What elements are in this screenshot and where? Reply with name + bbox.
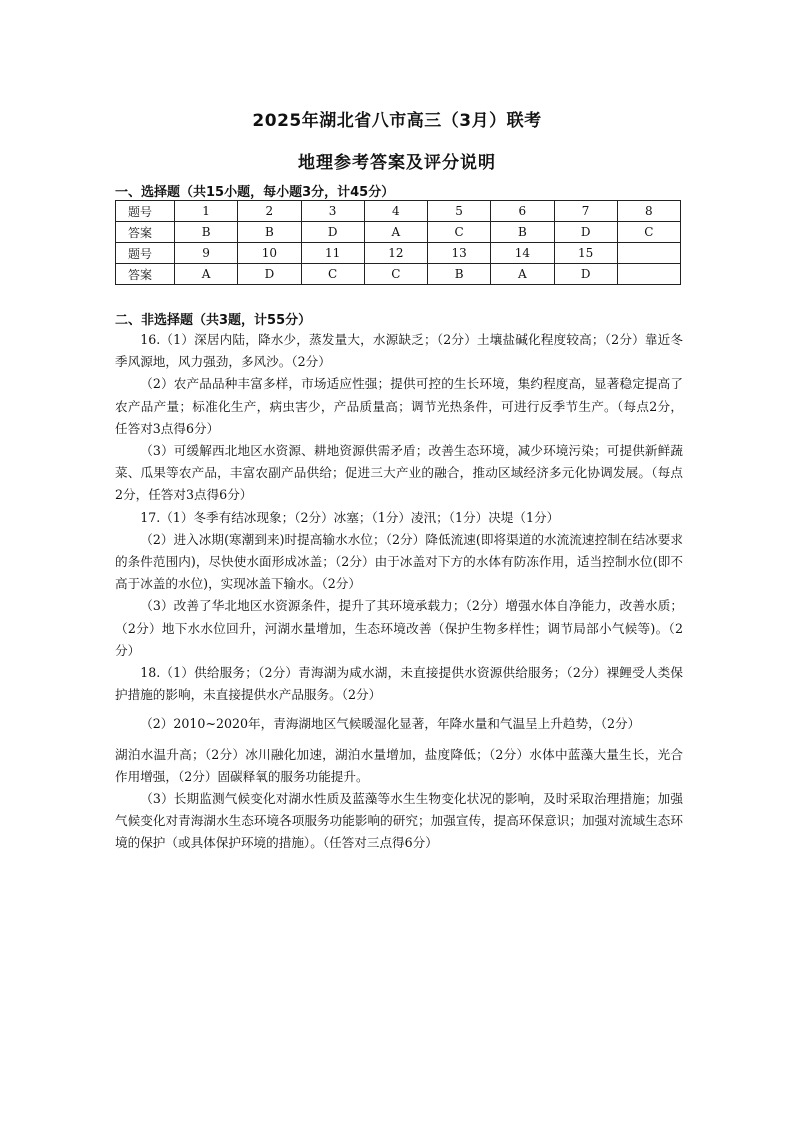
row-label: 答案 [116, 264, 175, 285]
answer-paragraph: 湖泊水温升高；（2分）冰川融化加速，湖泊水量增加，盐度降低；（2分）水体中蓝藻大量生长，光合作用增强，（2分）固碳释氧的服务功能提升。 [115, 746, 683, 784]
row-label: 题号 [116, 243, 175, 264]
table-cell: 15 [554, 243, 617, 264]
table-cell: 3 [301, 201, 364, 222]
table-cell: 7 [554, 201, 617, 222]
table-row [116, 222, 681, 243]
table-cell: D [554, 264, 617, 285]
answer-paragraph: （3）可缓解西北地区水资源、耕地资源供需矛盾；改善生态环境，减少环境污染；可提供新鲜蔬菜、瓜果等农产品，丰富农副产品供给；促进三大产业的融合，推动区域经济多元化协调发展。（每点2分，任答对3点得6分） [115, 443, 683, 503]
table-cell: 8 [617, 201, 680, 222]
table-cell: A [364, 222, 427, 243]
table-row [116, 243, 681, 264]
answer-paragraph: （2）进入冰期(寒潮到来)时提高输水水位；（2分）降低流速(即将渠道的水流流速控制在结冰要求的条件范围内)，尽快使水面形成冰盖；（2分）由于冰盖对下方的水体有防冻作用，适当控制水位(即不高于冰盖的水位)，实现冰盖下输水。（2分） [115, 531, 683, 592]
table-cell: 1 [175, 201, 238, 222]
table-cell: 5 [428, 201, 491, 222]
table-cell: 13 [428, 243, 491, 264]
table-cell: A [175, 264, 238, 285]
table-cell: D [238, 264, 301, 285]
table-cell: 11 [301, 243, 364, 264]
table-cell [617, 243, 680, 264]
table-cell: 14 [491, 243, 554, 264]
page-subtitle: 地理参考答案及评分说明 [298, 153, 496, 173]
table-cell: B [428, 264, 491, 285]
section-heading-nonchoice: 二、非选择题（共3题，计55分） [115, 313, 312, 328]
row-label: 答案 [116, 222, 175, 243]
page-title: 2025年湖北省八市高三（3月）联考 [252, 111, 542, 131]
answer-paragraph: 18.（1）供给服务；（2分）青海湖为咸水湖，未直接提供水资源供给服务；（2分）裸鲤受人类保护措施的影响，未直接提供水产品服务。（2分） [115, 665, 683, 703]
table-cell: 10 [238, 243, 301, 264]
table-cell: 2 [238, 201, 301, 222]
section-heading-choice: 一、选择题（共15小题，每小题3分，计45分） [115, 185, 395, 200]
answer-paragraph: （3）改善了华北地区水资源条件，提升了其环境承载力；（2分）增强水体自净能力，改善水质；（2分）地下水水位回升，河湖水量增加，生态环境改善（保护生物多样性；调节局部小气候等)。（2分） [115, 598, 683, 658]
table-cell: D [554, 222, 617, 243]
row-label: 题号 [116, 201, 175, 222]
answer-paragraph: （2）农产品品种丰富多样，市场适应性强；提供可控的生长环境，集约程度高，显著稳定提高了农产品产量；标准化生产，病虫害少，产品质量高；调节光热条件，可进行反季节生产。（每点2分，任答对3点得6分） [115, 376, 683, 436]
table-cell: B [238, 222, 301, 243]
table-cell: B [491, 222, 554, 243]
table-cell [617, 264, 680, 285]
answer-table [115, 200, 681, 285]
table-cell: C [301, 264, 364, 285]
table-cell: C [617, 222, 680, 243]
table-cell: D [301, 222, 364, 243]
answer-paragraph: （3）长期监测气候变化对湖水性质及蓝藻等水生生物变化状况的影响，及时采取治理措施；加强气候变化对青海湖水生态环境各项服务功能影响的研究；加强宣传，提高环保意识；加强对流域生态环境的保护（或具体保护环境的措施）。（任答对三点得6分） [115, 791, 683, 851]
table-row [116, 201, 681, 222]
table-cell: 9 [175, 243, 238, 264]
answer-body [115, 329, 683, 855]
table-cell: C [364, 264, 427, 285]
table-cell: C [428, 222, 491, 243]
table-cell: 4 [364, 201, 427, 222]
answer-paragraph: 17.（1）冬季有结冰现象；（2分）冰塞；（1分）凌汛；（1分）决堤（1分） [140, 509, 560, 525]
table-cell: 12 [364, 243, 427, 264]
answer-paragraph: 16.（1）深居内陆，降水少，蒸发量大，水源缺乏；（2分）土壤盐碱化程度较高；（2分）靠近冬季风源地，风力强劲，多风沙。（2分） [115, 332, 683, 370]
answer-paragraph: （2）2010~2020年，青海湖地区气候暖湿化显著，年降水量和气温呈上升趋势，（2分） [140, 716, 641, 732]
table-cell: A [491, 264, 554, 285]
table-cell: B [175, 222, 238, 243]
table-row [116, 264, 681, 285]
table-cell: 6 [491, 201, 554, 222]
